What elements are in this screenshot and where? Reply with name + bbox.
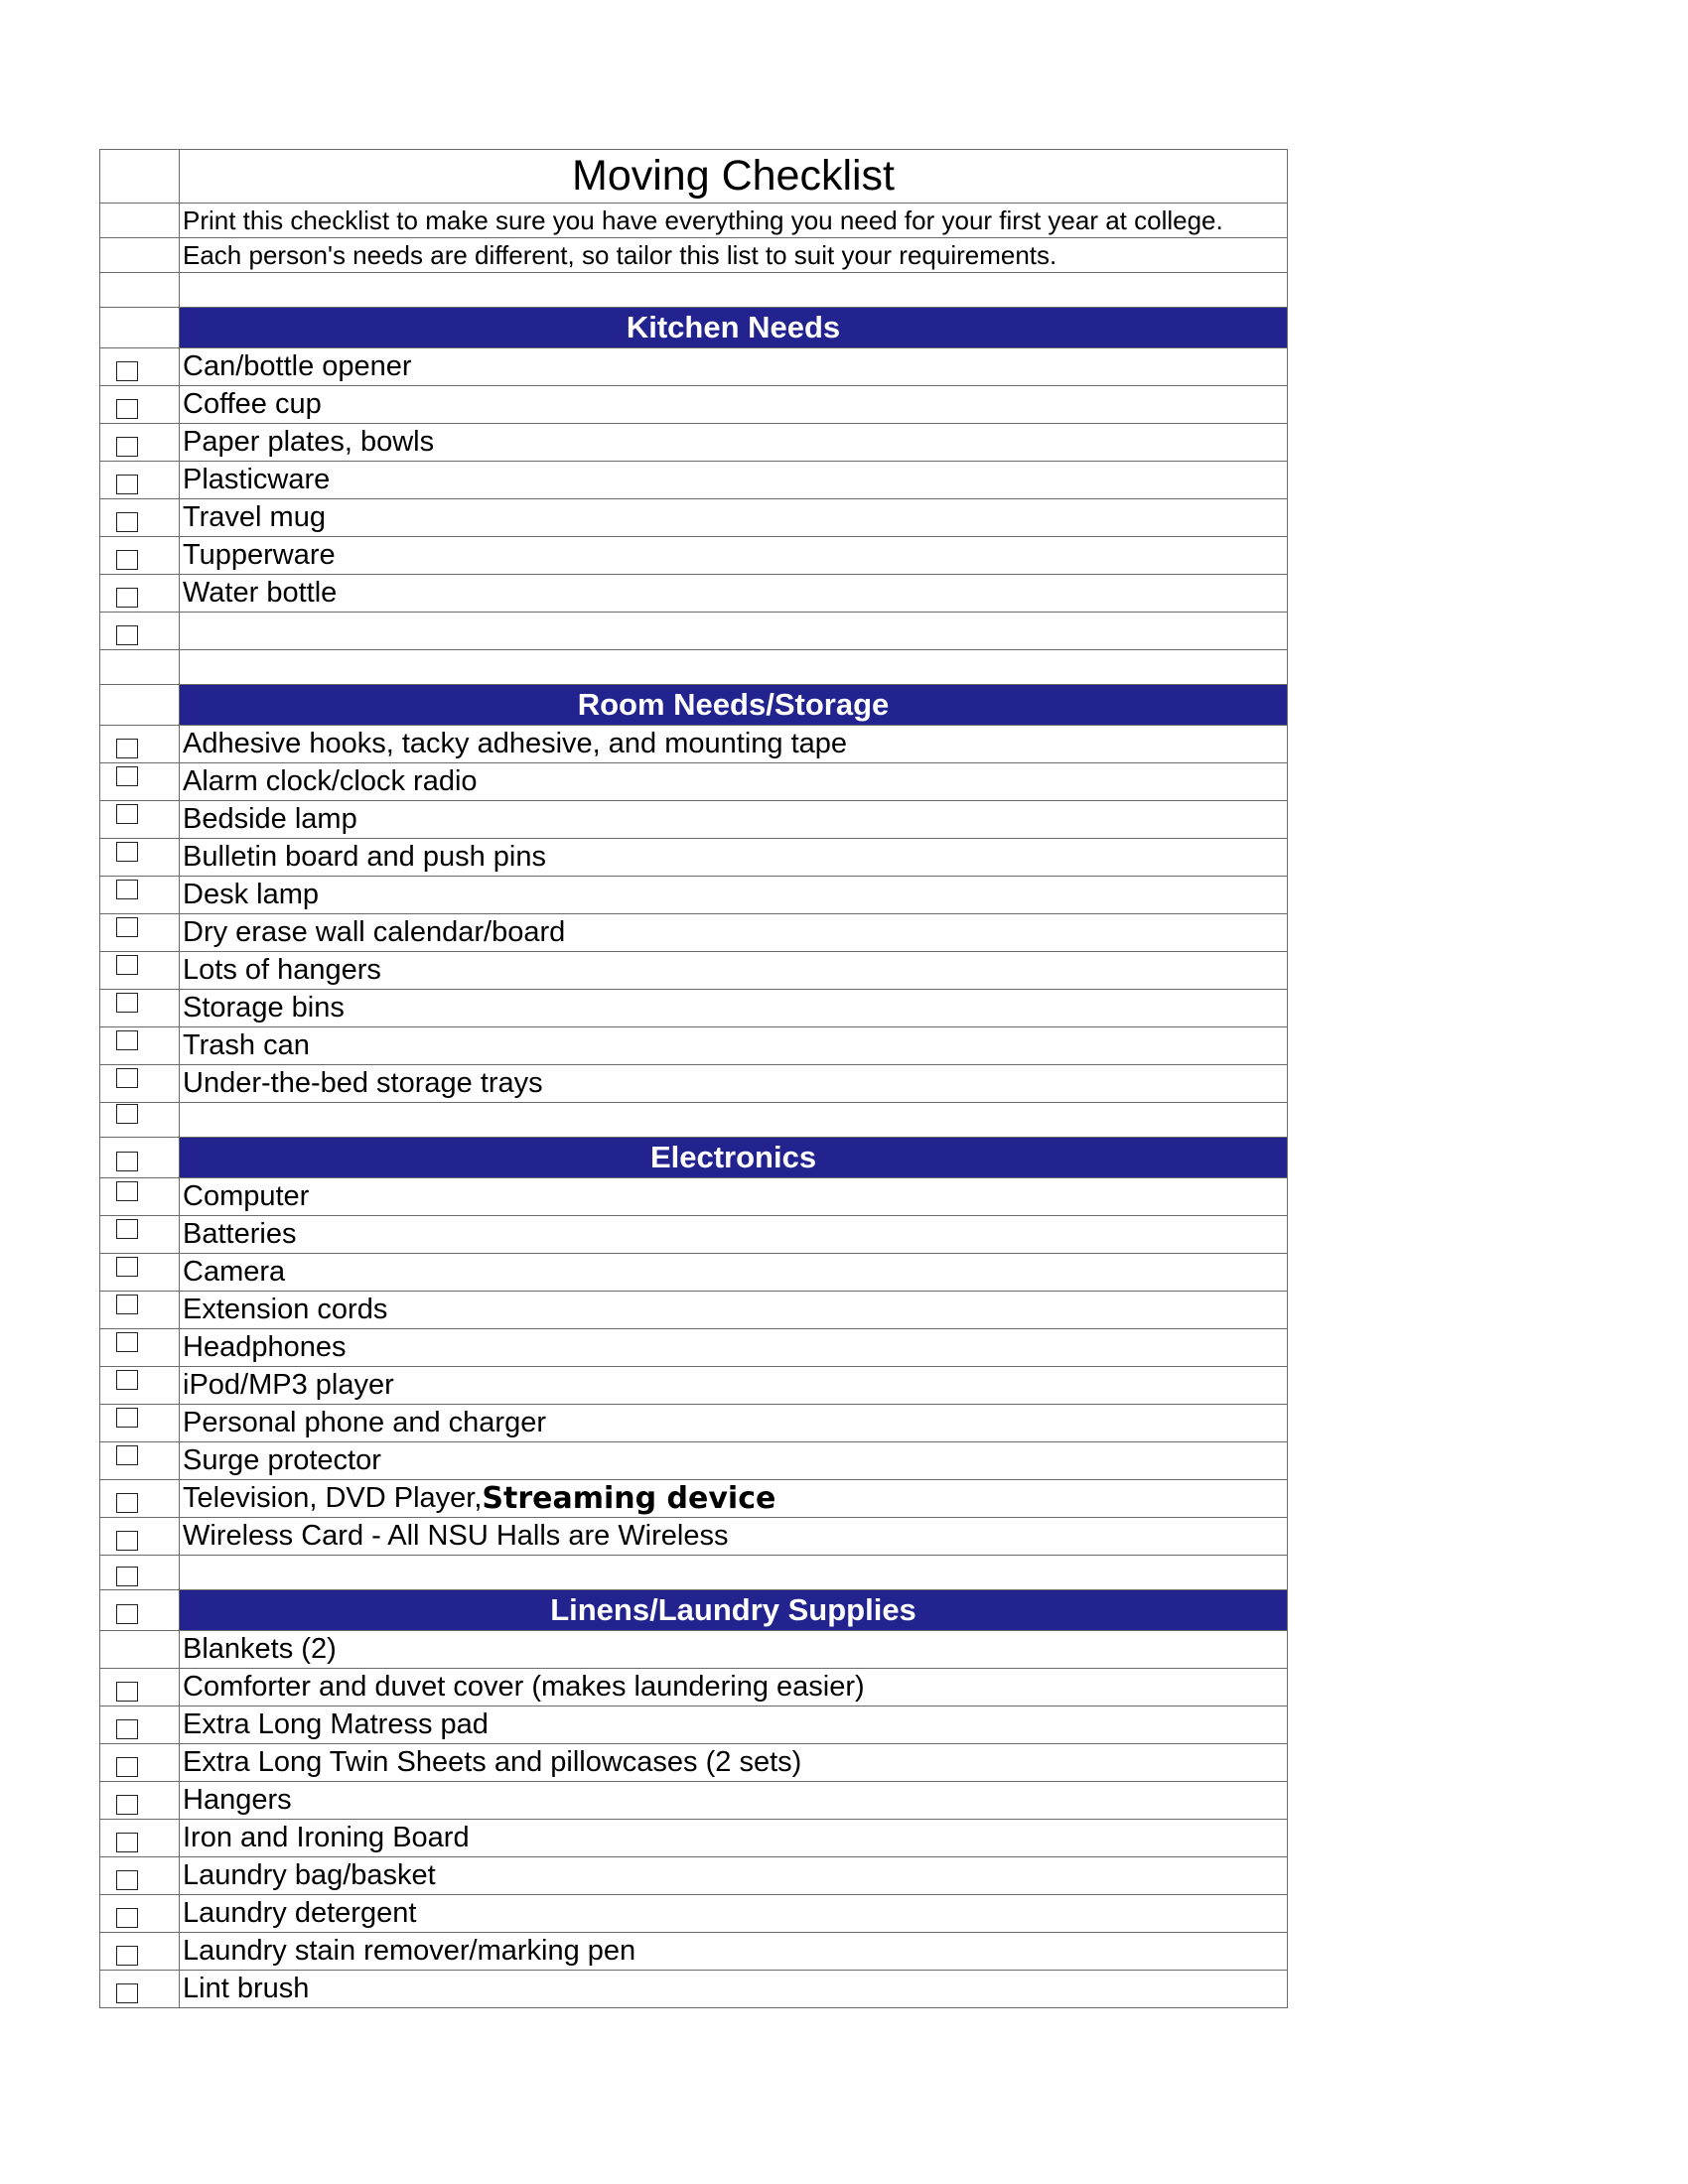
checklist-item: [99, 1971, 1288, 2008]
checklist-item: [99, 1895, 1288, 1933]
checkbox[interactable]: [116, 1983, 138, 2003]
item-label: Headphones: [180, 1329, 1288, 1366]
checklist-item: [99, 1631, 1288, 1669]
checklist-item: [99, 1178, 1288, 1216]
item-label: Laundry stain remover/marking pen: [180, 1933, 1288, 1970]
intro-row: [99, 204, 1288, 238]
page-title: Moving Checklist: [180, 150, 1288, 203]
checkbox[interactable]: [116, 588, 138, 608]
checklist-item: [99, 1706, 1288, 1744]
item-label: Storage bins: [180, 990, 1288, 1026]
checklist-item: [99, 1292, 1288, 1329]
checklist-item: [99, 1820, 1288, 1857]
checkbox[interactable]: [116, 437, 138, 457]
checkbox[interactable]: [116, 917, 138, 937]
checkbox[interactable]: [116, 1719, 138, 1739]
checklist-sheet: [99, 149, 1288, 2008]
item-label: Wireless Card - All NSU Halls are Wireless: [180, 1518, 1288, 1555]
item-label: Can/bottle opener: [180, 348, 1288, 385]
checkbox[interactable]: [116, 1445, 138, 1465]
item-label: iPod/MP3 player: [180, 1367, 1288, 1404]
item-label: Lint brush: [180, 1971, 1288, 2007]
item-label: Camera: [180, 1254, 1288, 1291]
item-label: Plasticware: [180, 462, 1288, 498]
blank-row: [99, 1103, 1288, 1138]
section-title: Room Needs/Storage: [180, 685, 1288, 725]
section-title: Electronics: [180, 1138, 1288, 1177]
checklist-item: [99, 1027, 1288, 1065]
item-label: Computer: [180, 1178, 1288, 1215]
checklist-item: [99, 1367, 1288, 1405]
item-label: Iron and Ironing Board: [180, 1820, 1288, 1856]
checklist-item: [99, 1518, 1288, 1556]
checkbox[interactable]: [116, 1370, 138, 1390]
checkbox[interactable]: [116, 1682, 138, 1702]
checklist-item: [99, 801, 1288, 839]
section-header: [99, 1590, 1288, 1631]
blank-row: [99, 273, 1288, 308]
item-text: Television, DVD Player,: [183, 1482, 483, 1514]
checklist-item: [99, 952, 1288, 990]
item-label: Comforter and duvet cover (makes laundering easier): [180, 1669, 1288, 1706]
checklist-item: [99, 990, 1288, 1027]
item-label: Water bottle: [180, 575, 1288, 612]
checklist-item: [99, 575, 1288, 613]
checkbox[interactable]: [116, 1870, 138, 1890]
checklist-item: [99, 1442, 1288, 1480]
checkbox[interactable]: [116, 1531, 138, 1551]
section-title: Kitchen Needs: [180, 308, 1288, 347]
checkbox[interactable]: [116, 550, 138, 570]
checkbox[interactable]: [116, 1332, 138, 1352]
checklist-item: [99, 424, 1288, 462]
item-label: Coffee cup: [180, 386, 1288, 423]
checklist-item: [99, 348, 1288, 386]
checklist-item: [99, 1329, 1288, 1367]
item-label: Tupperware: [180, 537, 1288, 574]
checkbox[interactable]: [116, 1908, 138, 1928]
item-label: Surge protector: [180, 1442, 1288, 1479]
checkbox[interactable]: [116, 739, 138, 758]
checkbox[interactable]: [116, 1104, 138, 1124]
blank-row: [99, 650, 1288, 685]
item-label: Personal phone and charger: [180, 1405, 1288, 1441]
item-label: Travel mug: [180, 499, 1288, 536]
item-label: Bedside lamp: [180, 801, 1288, 838]
checklist-item: [99, 1933, 1288, 1971]
checklist-item: [99, 763, 1288, 801]
item-label: Adhesive hooks, tacky adhesive, and mounting tape: [180, 726, 1288, 762]
item-label: Extension cords: [180, 1292, 1288, 1328]
checkbox[interactable]: [116, 804, 138, 824]
item-label: Extra Long Matress pad: [180, 1706, 1288, 1743]
item-label: Batteries: [180, 1216, 1288, 1253]
checklist-item: [99, 386, 1288, 424]
checkbox[interactable]: [116, 1152, 138, 1171]
checklist-item: [99, 726, 1288, 763]
checklist-item: [99, 499, 1288, 537]
checklist-item: [99, 1065, 1288, 1103]
title-row: [99, 149, 1288, 204]
checkbox[interactable]: [116, 1257, 138, 1277]
item-bold-text: Streaming device: [482, 1481, 776, 1516]
checkbox[interactable]: [116, 1795, 138, 1815]
item-label: Lots of hangers: [180, 952, 1288, 989]
checkbox[interactable]: [116, 1295, 138, 1314]
checkbox[interactable]: [116, 475, 138, 494]
checklist-item: [99, 1744, 1288, 1782]
checkbox[interactable]: [116, 1757, 138, 1777]
checkbox[interactable]: [116, 880, 138, 899]
checkbox[interactable]: [116, 1030, 138, 1050]
checkbox[interactable]: [116, 1604, 138, 1624]
checkbox[interactable]: [116, 1068, 138, 1088]
checklist-item: [99, 877, 1288, 914]
checklist-item: [99, 1216, 1288, 1254]
checkbox[interactable]: [116, 1567, 138, 1586]
checklist-item: [99, 1405, 1288, 1442]
item-label: [180, 1480, 1288, 1517]
checkbox[interactable]: [116, 1946, 138, 1966]
section-header: [99, 1138, 1288, 1178]
checkbox[interactable]: [116, 1833, 138, 1852]
checkbox[interactable]: [116, 993, 138, 1013]
section-header: [99, 308, 1288, 348]
item-label: Bulletin board and push pins: [180, 839, 1288, 876]
item-label: Laundry detergent: [180, 1895, 1288, 1932]
blank-row: [99, 1556, 1288, 1590]
checkbox[interactable]: [116, 1219, 138, 1239]
item-label: Hangers: [180, 1782, 1288, 1819]
checkbox[interactable]: [116, 766, 138, 786]
checklist-item: [99, 839, 1288, 877]
checklist-item: [99, 462, 1288, 499]
item-label: Alarm clock/clock radio: [180, 763, 1288, 800]
section-header: [99, 685, 1288, 726]
checkbox[interactable]: [116, 625, 138, 645]
checkbox[interactable]: [116, 1493, 138, 1513]
section-title: Linens/Laundry Supplies: [180, 1590, 1288, 1630]
item-label: Paper plates, bowls: [180, 424, 1288, 461]
checklist-item: [99, 1782, 1288, 1820]
checkbox[interactable]: [116, 399, 138, 419]
checkbox[interactable]: [116, 842, 138, 862]
item-label: Desk lamp: [180, 877, 1288, 913]
intro-row: [99, 238, 1288, 273]
blank-row: [99, 613, 1288, 650]
intro-line: Each person's needs are different, so tailor this list to suit your requirements.: [180, 238, 1288, 272]
intro-line: Print this checklist to make sure you have everything you need for your first year at college.: [180, 204, 1288, 237]
checklist-item: [99, 914, 1288, 952]
checklist-item: [99, 1254, 1288, 1292]
item-label: Dry erase wall calendar/board: [180, 914, 1288, 951]
checkbox[interactable]: [116, 361, 138, 381]
checkbox[interactable]: [116, 955, 138, 975]
checklist-item: [99, 1857, 1288, 1895]
checklist-item: [99, 537, 1288, 575]
checkbox[interactable]: [116, 1408, 138, 1428]
item-label: Laundry bag/basket: [180, 1857, 1288, 1894]
checkbox[interactable]: [116, 512, 138, 532]
item-label: Blankets (2): [180, 1631, 1288, 1668]
checklist-item: [99, 1669, 1288, 1706]
item-label: Under-the-bed storage trays: [180, 1065, 1288, 1102]
checklist-item: [99, 1480, 1288, 1518]
item-label: Trash can: [180, 1027, 1288, 1064]
item-label: Extra Long Twin Sheets and pillowcases (2 sets): [180, 1744, 1288, 1781]
checkbox[interactable]: [116, 1181, 138, 1201]
